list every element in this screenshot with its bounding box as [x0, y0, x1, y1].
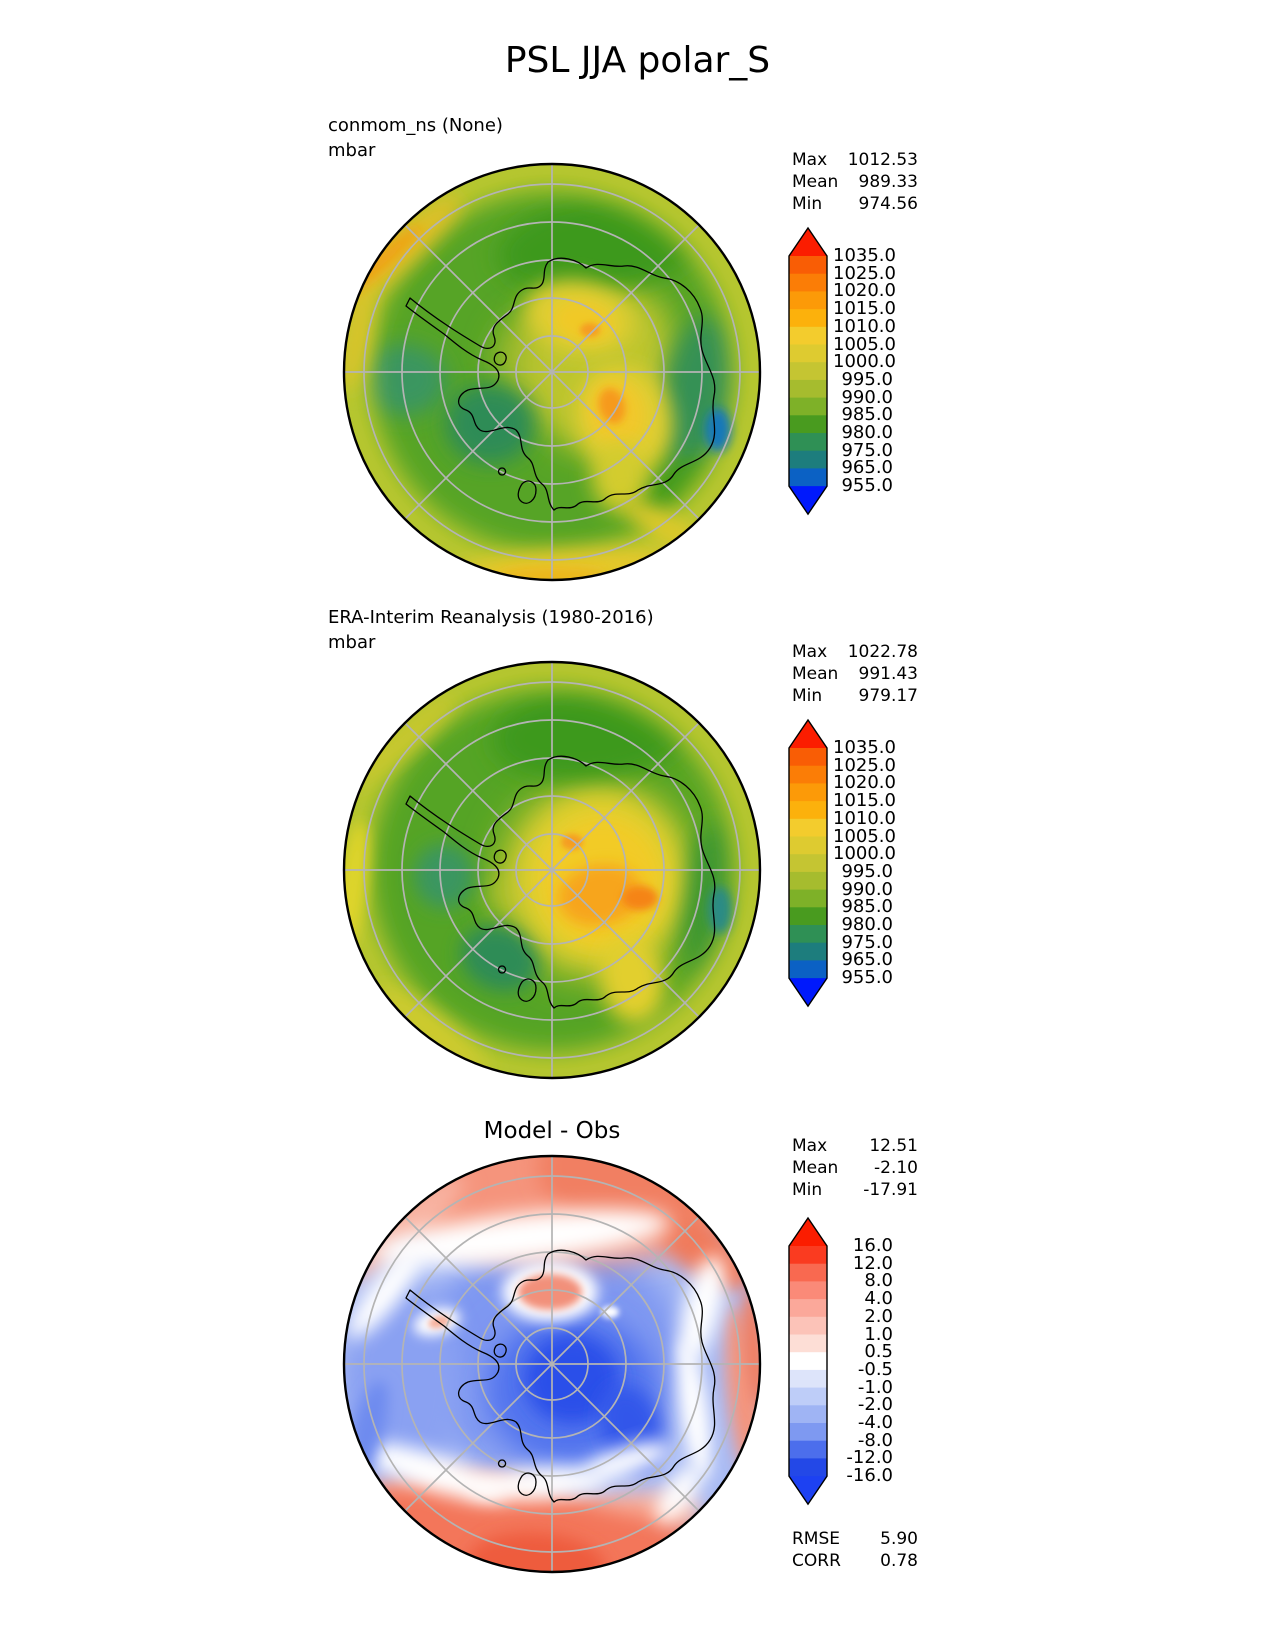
difference-title: Model - Obs: [483, 1118, 621, 1144]
metrics: [792, 1528, 918, 1572]
colorbar-tick: 975.0: [841, 931, 893, 953]
stat-label: Max: [792, 150, 828, 170]
colorbar-tick: 2.0: [864, 1305, 893, 1327]
colorbar-segment: [789, 1352, 827, 1370]
colorbar-segment: [789, 1441, 827, 1459]
colorbar-tick: -2.0: [857, 1394, 893, 1416]
colorbar-segment: [789, 1370, 827, 1388]
colorbar-segment: [789, 327, 827, 345]
colorbar-tick: 1000.0: [833, 843, 896, 865]
colorbar-tick: 4.0: [864, 1288, 893, 1310]
colorbar-tick: -8.0: [857, 1429, 893, 1451]
model-units-label: mbar: [328, 140, 376, 161]
colorbar-tick: -0.5: [857, 1358, 893, 1380]
stat-row: [792, 685, 918, 707]
colorbar-segment: [789, 291, 827, 309]
colorbar-segment: [789, 362, 827, 380]
stat-label: Mean: [792, 172, 839, 192]
colorbar-segment: [789, 1317, 827, 1335]
colorbar-1: [788, 718, 829, 1013]
colorbar-segment: [789, 256, 827, 274]
stat-label: Min: [792, 1180, 823, 1200]
colorbar-segment: [789, 925, 827, 943]
colorbar-tick: 990.0: [841, 386, 893, 408]
colorbar-tick: 1000.0: [833, 351, 896, 373]
colorbar-tick: 995.0: [841, 368, 893, 390]
colorbar-tick: -12.0: [846, 1447, 893, 1469]
stat-value: -2.10: [874, 1158, 918, 1178]
stat-row: [792, 641, 918, 663]
colorbar-segment: [789, 819, 827, 837]
colorbar-tick: 955.0: [841, 475, 893, 497]
colorbar-tick: 1025.0: [833, 754, 896, 776]
colorbar-tick: 1025.0: [833, 262, 896, 284]
colorbar-tick: 1020.0: [833, 772, 896, 794]
colorbar-arrow-top: [789, 720, 827, 748]
stat-label: Min: [792, 686, 823, 706]
colorbar-arrow-bottom: [789, 1476, 827, 1504]
colorbar-tick: 1010.0: [833, 315, 896, 337]
stat-row: [792, 193, 918, 215]
colorbar-tick: -16.0: [846, 1465, 893, 1487]
colorbar-tick: 965.0: [841, 949, 893, 971]
colorbar-tick: 980.0: [841, 914, 893, 935]
colorbar-tick: 1015.0: [833, 298, 896, 320]
colorbar-svg: [788, 226, 829, 517]
colorbar-segment: [789, 783, 827, 801]
colorbar-segment: [789, 1405, 827, 1423]
colorbar-segment: [789, 907, 827, 925]
stat-value: -17.91: [863, 1180, 918, 1200]
colorbar-segment: [789, 748, 827, 766]
colorbar-segment: [789, 1335, 827, 1353]
stat-row: [792, 1179, 918, 1201]
metric-row: [792, 1528, 918, 1550]
colorbar-segment: [789, 398, 827, 416]
colorbar-tick: 1010.0: [833, 807, 896, 829]
stats-0: [792, 149, 918, 215]
stat-label: Max: [792, 642, 828, 662]
colorbar-tick: 1035.0: [833, 737, 896, 758]
colorbar-segment: [789, 1246, 827, 1264]
colorbar-segment: [789, 890, 827, 908]
colorbar-segment: [789, 960, 827, 978]
colorbar-tick: 975.0: [841, 439, 893, 461]
metric-value: 0.78: [880, 1551, 918, 1571]
colorbar-tick: 1015.0: [833, 790, 896, 812]
map-1: [342, 660, 762, 1080]
stat-row: [792, 663, 918, 685]
colorbar-svg: [788, 1216, 829, 1507]
colorbar-segment: [789, 1299, 827, 1317]
stat-value: 12.51: [869, 1136, 918, 1156]
colorbar-tick: 985.0: [841, 404, 893, 426]
stat-label: Mean: [792, 1158, 839, 1178]
colorbar-segment: [789, 1458, 827, 1476]
colorbar-segment: [789, 1423, 827, 1441]
colorbar-segment: [789, 415, 827, 433]
stat-row: [792, 149, 918, 171]
metric-value: 5.90: [880, 1529, 918, 1549]
stat-value: 979.17: [858, 686, 918, 706]
colorbar-segment: [789, 433, 827, 451]
colorbar-tick: -1.0: [857, 1376, 893, 1398]
colorbar-tick: 980.0: [841, 422, 893, 443]
stat-value: 1012.53: [847, 150, 918, 170]
colorbar-segment: [789, 309, 827, 327]
stat-label: Max: [792, 1136, 828, 1156]
metric-label: RMSE: [792, 1529, 841, 1549]
colorbar-arrow-top: [789, 1218, 827, 1246]
colorbar-segment: [789, 1388, 827, 1406]
map-0: [342, 162, 762, 582]
colorbar-tick: 965.0: [841, 457, 893, 479]
colorbar-tick: 990.0: [841, 878, 893, 900]
colorbar-tick: 8.0: [864, 1270, 893, 1292]
stats-1: [792, 641, 918, 707]
colorbar-tick: 955.0: [841, 967, 893, 989]
colorbar-segment: [789, 766, 827, 784]
colorbar-segment: [789, 451, 827, 469]
figure-title: PSL JJA polar_S: [504, 40, 771, 81]
colorbar-arrow-bottom: [789, 486, 827, 514]
colorbar-tick: 985.0: [841, 896, 893, 918]
colorbar-segment: [789, 837, 827, 855]
colorbar-arrow-top: [789, 228, 827, 256]
map-2: [342, 1154, 762, 1574]
colorbar-segment: [789, 1281, 827, 1299]
metric-row: [792, 1550, 918, 1572]
polar-map-svg: [342, 1154, 762, 1574]
colorbar-tick: 995.0: [841, 860, 893, 882]
stat-label: Mean: [792, 664, 839, 684]
reference-source-label: ERA-Interim Reanalysis (1980-2016): [328, 607, 654, 628]
colorbar-arrow-bottom: [789, 978, 827, 1006]
metric-label: CORR: [792, 1551, 841, 1571]
colorbar-segment: [789, 801, 827, 819]
colorbar-tick: 1005.0: [833, 825, 896, 847]
stat-row: [792, 171, 918, 193]
colorbar-tick: 12.0: [852, 1252, 893, 1274]
colorbar-segment: [789, 380, 827, 398]
colorbar-0: [788, 226, 829, 521]
colorbar-2: [788, 1216, 829, 1511]
colorbar-tick: 1035.0: [833, 245, 896, 266]
colorbar-tick: -4.0: [857, 1412, 893, 1433]
colorbar-segment: [789, 854, 827, 872]
colorbar-segment: [789, 943, 827, 961]
colorbar-tick: 1020.0: [833, 280, 896, 302]
colorbar-tick: 1005.0: [833, 333, 896, 355]
stat-label: Min: [792, 194, 823, 214]
colorbar-segment: [789, 274, 827, 292]
colorbar-segment: [789, 872, 827, 890]
reference-units-label: mbar: [328, 632, 376, 653]
stat-row: [792, 1135, 918, 1157]
polar-map-svg: [342, 660, 762, 1080]
stat-value: 991.43: [858, 664, 918, 684]
colorbar-tick: 1.0: [864, 1323, 893, 1345]
colorbar-tick: 0.5: [864, 1341, 893, 1363]
colorbar-segment: [789, 468, 827, 486]
colorbar-segment: [789, 1264, 827, 1282]
colorbar-tick: 16.0: [852, 1235, 893, 1256]
stat-value: 974.56: [858, 194, 918, 214]
stats-2: [792, 1135, 918, 1201]
stat-value: 1022.78: [847, 642, 918, 662]
polar-map-svg: [342, 162, 762, 582]
model-source-label: conmom_ns (None): [328, 115, 503, 136]
stat-value: 989.33: [858, 172, 918, 192]
stat-row: [792, 1157, 918, 1179]
colorbar-svg: [788, 718, 829, 1009]
colorbar-segment: [789, 345, 827, 363]
